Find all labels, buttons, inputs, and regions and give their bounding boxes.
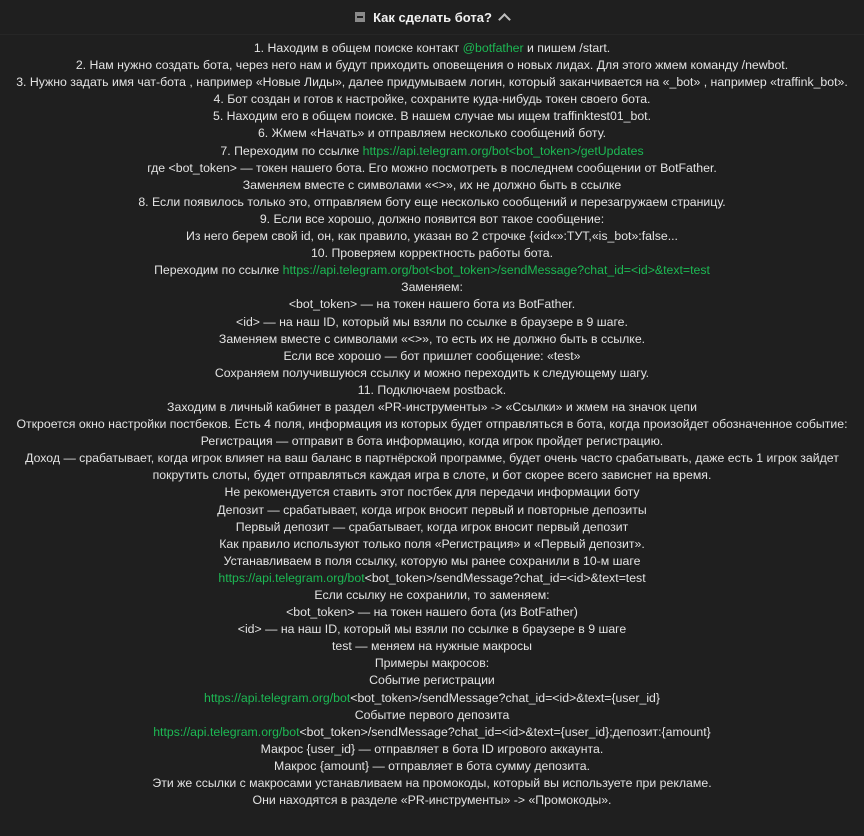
line-text: <bot_token> — на токен нашего бота (из BotFather) xyxy=(286,605,578,620)
instruction-line xyxy=(0,125,864,142)
line-link[interactable]: @botfather xyxy=(462,41,524,55)
instruction-line xyxy=(0,758,864,775)
instruction-line xyxy=(0,57,864,74)
instruction-line xyxy=(0,707,864,724)
line-text: 11. Подключаем postback. xyxy=(357,382,507,397)
line-text: test — меняем на нужные макросы xyxy=(332,639,532,654)
instruction-line xyxy=(0,91,864,108)
line-link[interactable]: https://api.telegram.org/bot xyxy=(204,690,351,705)
line-text-after: <bot_token>/sendMessage?chat_id=<id>&text={user_id};депозит:{amount} xyxy=(299,724,711,739)
instruction-line xyxy=(0,211,864,228)
instruction-line xyxy=(0,433,864,450)
line-text: где <bot_token> — токен нашего бота. Его можно посмотреть в последнем сообщении от BotFather. xyxy=(147,160,717,175)
instruction-line xyxy=(0,672,864,689)
line-text: Заходим в личный кабинет в раздел «PR-инструменты» -> «Ссылки» и жмем на значок цепи xyxy=(167,399,697,414)
instruction-line xyxy=(0,348,864,365)
instruction-line xyxy=(0,553,864,570)
line-text: Заменяем: xyxy=(401,280,463,295)
line-text: Событие первого депозита xyxy=(354,707,510,722)
instruction-line xyxy=(0,331,864,348)
instruction-line xyxy=(0,638,864,655)
instruction-line xyxy=(0,143,864,160)
instruction-line xyxy=(0,262,864,279)
instruction-line xyxy=(0,245,864,262)
line-text: Доход — срабатывает, когда игрок влияет на ваш баланс в партнёрской программе, будет очень часто срабатывать, даже есть 1 игрок зайдет покрутить слоты, будет отправляться каждая игра в слоте, и бот скорее всего зависнет на время. xyxy=(25,451,839,483)
instruction-line xyxy=(0,775,864,792)
line-link[interactable]: https://api.telegram.org/bot<bot_token>/sendMessage?chat_id=<id>&text=test xyxy=(282,263,710,278)
instruction-line xyxy=(0,74,864,91)
line-text: <id> — на наш ID, который мы взяли по ссылке в браузере в 9 шаге xyxy=(237,622,627,637)
instruction-line xyxy=(0,519,864,536)
line-text: 4. Бот создан и готов к настройке, сохраните куда-нибудь токен своего бота. xyxy=(213,92,651,107)
line-text: Переходим по ссылке xyxy=(154,263,283,278)
line-text: 7. Переходим по ссылке xyxy=(220,143,363,158)
line-text-after: и пишем /start. xyxy=(523,41,611,55)
line-text: 8. Если появилось только это, отправляем боту еще несколько сообщений и перезагружаем страницу. xyxy=(138,194,726,209)
line-text: 3. Нужно задать имя чат-бота , например «Новые Лиды», далее придумываем логин, который заканчивается на «_bot» , например «traffink_bot». xyxy=(16,75,848,90)
instruction-line xyxy=(0,690,864,707)
instruction-line xyxy=(0,365,864,382)
minus-square-icon xyxy=(355,12,365,22)
line-text: 1. Находим в общем поиске контакт xyxy=(253,41,463,55)
line-text: 5. Находим его в общем поиске. В нашем случае мы ищем traffinktest01_bot. xyxy=(212,109,651,124)
instruction-line xyxy=(0,792,864,809)
line-text: Регистрация — отправит в бота информацию, когда игрок пройдет регистрацию. xyxy=(200,434,664,449)
instruction-line xyxy=(0,536,864,553)
chevron-up-icon[interactable] xyxy=(498,13,511,26)
instruction-line xyxy=(0,296,864,313)
line-text: <bot_token> — на токен нашего бота из BotFather. xyxy=(288,297,576,312)
instruction-line xyxy=(0,194,864,211)
line-text: Макрос {user_id} — отправляет в бота ID игрового аккаунта. xyxy=(260,741,604,756)
instruction-line xyxy=(0,382,864,399)
instruction-line xyxy=(0,621,864,638)
line-text: 6. Жмем «Начать» и отправляем несколько сообщений боту. xyxy=(257,126,607,141)
instruction-line xyxy=(0,604,864,621)
instruction-line xyxy=(0,741,864,758)
line-text: Они находятся в разделе «PR-инструменты» -> «Промокоды». xyxy=(252,793,612,808)
line-text-after: <bot_token>/sendMessage?chat_id=<id>&text={user_id} xyxy=(350,690,660,705)
instruction-line xyxy=(0,228,864,245)
instruction-line xyxy=(0,416,864,433)
instruction-line xyxy=(0,570,864,587)
line-text: Не рекомендуется ставить этот постбек для передачи информации боту xyxy=(224,485,640,500)
line-text: 10. Проверяем корректность работы бота. xyxy=(310,246,554,261)
instruction-line xyxy=(0,108,864,125)
line-text: Первый депозит — срабатывает, когда игрок вносит первый депозит xyxy=(235,519,629,534)
instruction-line xyxy=(0,40,864,57)
line-link[interactable]: https://api.telegram.org/bot xyxy=(218,570,365,585)
instruction-line xyxy=(0,450,864,484)
line-text: Заменяем вместе с символами «<>», то есть их не должно быть в ссылке. xyxy=(218,331,646,346)
line-text: Устанавливаем в поля ссылку, которую мы ранее сохранили в 10-м шаге xyxy=(223,553,641,568)
line-text: 2. Нам нужно создать бота, через него нам и будут приходить оповещения о новых лидах. Для этого жмем команду /newbot. xyxy=(75,58,789,73)
accordion-header[interactable] xyxy=(0,0,864,35)
instructions-body xyxy=(0,40,864,809)
line-text: Если все хорошо — бот пришлет сообщение: «test» xyxy=(283,348,581,363)
line-text: Откроется окно настройки постбеков. Есть 4 поля, информация из которых будет отправляться в бота, когда произойдет обозначенное событие: xyxy=(16,417,848,432)
instruction-line xyxy=(0,177,864,194)
instruction-line xyxy=(0,314,864,331)
line-text: Примеры макросов: xyxy=(374,656,490,671)
line-text: Событие регистрации xyxy=(369,673,495,688)
line-text: 9. Если все хорошо, должно появится вот такое сообщение: xyxy=(259,211,605,226)
line-text: Депозит — срабатывает, когда игрок вносит первый и повторные депозиты xyxy=(217,502,647,517)
line-text: Сохраняем получившуюся ссылку и можно переходить к следующему шагу. xyxy=(214,365,650,380)
instruction-line xyxy=(0,587,864,604)
line-text-after: <bot_token>/sendMessage?chat_id=<id>&text=test xyxy=(364,570,646,585)
line-text: <id> — на наш ID, который мы взяли по ссылке в браузере в 9 шаге. xyxy=(236,314,628,329)
accordion-title: Как сделать бота? xyxy=(373,9,492,25)
instruction-line xyxy=(0,399,864,416)
line-text: Эти же ссылки с макросами устанавливаем на промокоды, который вы используете при рекламе. xyxy=(152,776,712,791)
instruction-line xyxy=(0,502,864,519)
instruction-line xyxy=(0,655,864,672)
line-text: Если ссылку не сохранили, то заменяем: xyxy=(314,588,550,602)
line-text: Из него берем свой id, он, как правило, указан во 2 строчке {«id«»:ТУТ,«is_bot»:false... xyxy=(186,229,678,244)
line-text: Заменяем вместе с символами «<>», их не должно быть в ссылке xyxy=(242,177,622,192)
line-text: Как правило используют только поля «Регистрация» и «Первый депозит». xyxy=(219,536,645,551)
line-link[interactable]: https://api.telegram.org/bot<bot_token>/getUpdates xyxy=(362,143,644,158)
instruction-line xyxy=(0,160,864,177)
instruction-line xyxy=(0,484,864,501)
line-link[interactable]: https://api.telegram.org/bot xyxy=(153,724,300,739)
line-text: Макрос {amount} — отправляет в бота сумму депозита. xyxy=(273,758,590,773)
instruction-line xyxy=(0,724,864,741)
instruction-line xyxy=(0,279,864,296)
